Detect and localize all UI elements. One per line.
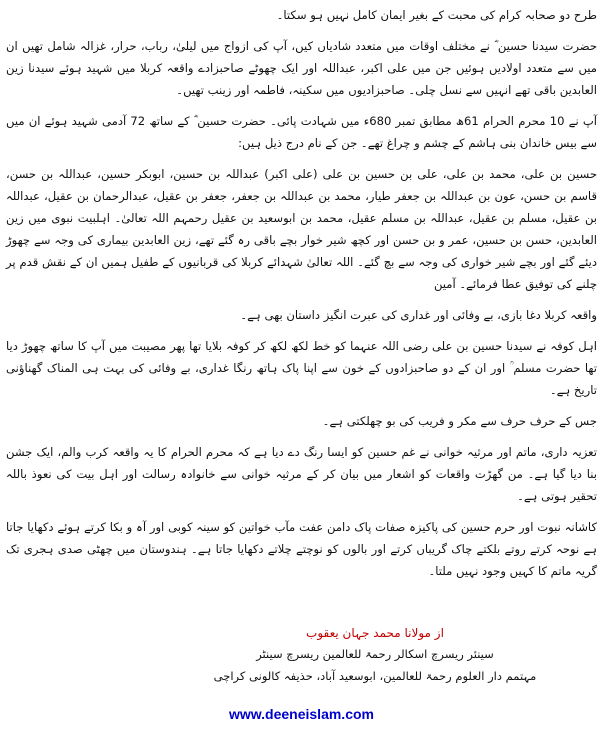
- paragraph-martyrdom-date: آپ نے 10 محرم الحرام 61ھ مطابق تمبر 680ء میں شہادت پائی۔ حضرت حسین ؓ کے ساتھ 72 آدمی شہید ہوئے ان میں سے بیس خاندان بنی ہاشم کے چشم و چراغ تھے۔ جن کے نام درج ذیل ہیں:: [6, 114, 598, 150]
- paragraph-deceit: جس کے حرف حرف سے مکر و فریب کی بو چھلکتی ہے۔: [322, 414, 597, 428]
- article-body: [6, 4, 597, 591]
- author-address: مہتمم دار العلوم رحمۃ للعالمین، ابوسعید آباد، حذیفہ کالونی کراچی: [213, 669, 537, 683]
- author-signature: [165, 623, 585, 687]
- paragraph-household-portrayal: کاشانہ نبوت اور حرم حسین کی پاکیزہ صفات پاک دامن عفت مآب خواتین کو سینہ کوبی اور آہ و بکا کرتے ہوئے دکھایا جاتا ہے نوحہ کرتے روتے بلکتے چاک گریباں کرتے اور بالوں کو نوچتے چلاتے دکھایا جاتا ہے۔ ہندوستان میں چھٹی صدی ہجری تک گریہ ماتم کا کہیں وجود نہیں ملتا۔: [6, 520, 597, 578]
- paragraph-names-of-martyrs: حسین بن علی، محمد بن علی، علی بن حسین بن علی (علی اکبر) عبداللہ بن حسین، ابوبکر حسین، عبداللہ بن حسن، قاسم بن حسن، عون بن عبداللہ بن جعفر طیار، محمد بن عبداللہ بن جعفر، جعفر بن عقیل، عبدالرحمان بن عقیل، عبداللہ بن عقیل، مسلم بن عقیل، عبداللہ بن مسلم عقیل، محمد بن ابوسعید بن عقیل رحمہم اللہ تعالیٰ۔ اہلبیت نبوی میں زین العابدین، حسن بن حسین، عمر و بن حسن اور کچھ شیر خوار بچے باقی رہ گئے تھے، زین العابدین بیماری کی وجہ سے چھوڑ دیئے گئے اور بچے شیر خواری کی وجہ سے بچ گئے۔ اللہ تعالیٰ شہدائے کربلا کی قربانیوں کے طفیل ہمیں ان کے نقش قدم پر چلنے کی توفیق عطا فرمائے۔ آمین: [6, 167, 597, 291]
- author-name: از مولانا محمد جہان یعقوب: [306, 626, 444, 640]
- website-link[interactable]: www.deeneislam.com: [229, 706, 374, 722]
- paragraph-marriages-and-children: حضرت سیدنا حسین ؓ نے مختلف اوقات میں متعدد شادیاں کیں، آپ کی ازواج میں لیلیٰ، رباب، حرار، غزالہ شامل تھیں ان میں سے متعدد اولادیں ہوئیں جن میں علی اکبر، عبداللہ اور ایک چھوٹے صاحبزادے واقعہ کربلا میں شہید ہوئے سیدنا زین العابدین باقی تھے انہیں سے نسل چلی۔ صاحبزادیوں میں سکینہ، فاطمہ اور زینب تھیں۔: [6, 39, 597, 97]
- author-title: سینئر ریسرچ اسکالر رحمۃ للعالمین ریسرچ سینٹر: [256, 647, 494, 661]
- paragraph-love-of-companions: طرح دو صحابہ کرام کی محبت کے بغیر ایمان کامل نہیں ہو سکتا۔: [276, 8, 597, 22]
- paragraph-people-of-kufa: اہل کوفہ نے سیدنا حسین بن علی رضی اللہ عنہما کو خط لکھ لکھ کر کوفہ بلایا تھا پھر مصیبت میں آپ کا ساتھ چھوڑ دیا تھا حضرت مسلم ؒ اور ان کے دو صاحبزادوں کے خون سے اپنا پاک ہاتھ رنگا غداری، بے وفائی کی بہت ہی المناک گھناؤنی تاریخ ہے۔: [6, 339, 597, 397]
- paragraph-mourning-rituals: تعزیہ داری، ماتم اور مرثیہ خوانی نے غم حسین کو ایسا رنگ دے دیا ہے کہ محرم الحرام کا یہ واقعہ کرب والم، ایک جشن بنا دیا گیا ہے۔ من گھڑت واقعات کو اشعار میں بیان کر کے مرثیہ خوانی سے خانوادہ رسالت اور اہل بیت کی نعوذ باللہ تحقیر ہوتی ہے۔: [6, 445, 597, 503]
- paragraph-betrayal: واقعہ کربلا دغا بازی، بے وفائی اور غداری کی عبرت انگیز داستان بھی ہے۔: [240, 308, 597, 322]
